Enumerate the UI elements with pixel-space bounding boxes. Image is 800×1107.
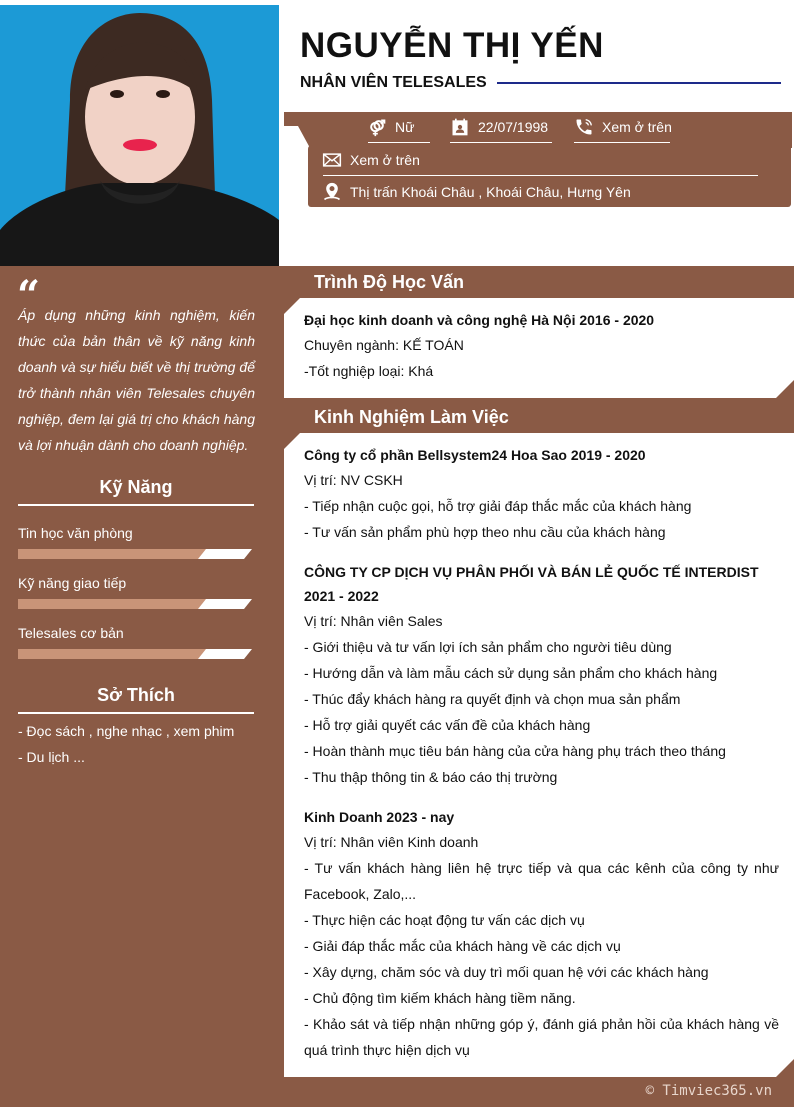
skill-bar-remaining — [198, 549, 252, 559]
calendar-icon — [450, 117, 470, 137]
job-duty: - Tiếp nhận cuộc gọi, hỗ trợ giải đáp thắc mắc của khách hàng — [304, 498, 692, 514]
gender-icon — [367, 117, 387, 137]
graduation-grade: -Tốt nghiệp loại: Khá — [304, 363, 434, 379]
birthday-underline — [450, 142, 552, 143]
hobbies-title: Sở Thích — [18, 685, 254, 714]
skill-bar — [18, 649, 252, 659]
job-duty: - Hoàn thành mục tiêu bán hàng của cửa hàng phụ trách theo tháng — [304, 743, 726, 759]
job-position: Vị trí: NV CSKH — [304, 472, 403, 488]
address-field: Thị trấn Khoái Châu , Khoái Châu, Hưng Yên — [322, 182, 631, 202]
quote-icon: “ — [17, 276, 41, 300]
gender-field: Nữ — [367, 117, 414, 137]
job-duty: - Thực hiện các hoạt động tư vấn các dịch vụ — [304, 912, 585, 928]
mail-icon — [322, 150, 342, 170]
job-duty: - Tư vấn khách hàng liên hệ trực tiếp và qua các kênh của công ty như Facebook, Zalo,... — [304, 860, 779, 902]
skill-label: Telesales cơ bản — [18, 625, 124, 641]
hobby-item: - Đọc sách , nghe nhạc , xem phim — [18, 723, 235, 739]
career-objective: Áp dụng những kinh nghiệm, kiến thức của bản thân về kỹ năng kinh doanh và sự hiểu biết về thị trường để trở thành nhân viên Telesales chuyên nghiệp, đem lại giá trị cho khách hàng và lợi nhuận dành cho doanh nghiệp. — [18, 307, 255, 453]
watermark: © Timviec365.vn — [645, 1083, 772, 1099]
candidate-name: NGUYỄN THỊ YẾN — [300, 26, 604, 65]
skill-bar-fill — [18, 649, 206, 659]
skill-bar-fill — [18, 599, 206, 609]
hobby-item: - Du lịch ... — [18, 749, 85, 765]
phone-underline — [574, 142, 670, 143]
gender-underline — [368, 142, 430, 143]
job-company: Công ty cổ phần Bellsystem24 Hoa Sao 2019 - 2020 — [304, 447, 646, 463]
location-pin-icon — [322, 182, 342, 202]
job-duty: - Xây dựng, chăm sóc và duy trì mối quan hệ với các khách hàng — [304, 964, 709, 980]
title-divider — [497, 82, 781, 84]
email-underline — [323, 175, 758, 176]
job-duty: - Hỗ trợ giải quyết các vấn đề của khách hàng — [304, 717, 591, 733]
skill-bar-remaining — [198, 599, 252, 609]
job-position: Vị trí: Nhân viên Sales — [304, 613, 443, 629]
skill-label: Kỹ năng giao tiếp — [18, 575, 127, 591]
education-title: Trình Độ Học Vấn — [314, 272, 465, 292]
skill-label: Tin học văn phòng — [18, 525, 133, 541]
job-company: CÔNG TY CP DỊCH VỤ PHÂN PHỐI VÀ BÁN LẺ QUỐC TẾ INTERDIST 2021 - 2022 — [304, 564, 759, 604]
job-duty: - Hướng dẫn và làm mẫu cách sử dụng sản phẩm cho khách hàng — [304, 665, 718, 681]
job-company: Kinh Doanh 2023 - nay — [304, 809, 455, 825]
job-duty: - Khảo sát và tiếp nhận những góp ý, đánh giá phản hồi của khách hàng về quá trình thực hiện dịch vụ — [304, 1016, 779, 1058]
phone-field: Xem ở trên — [574, 117, 672, 137]
job-title: NHÂN VIÊN TELESALES — [300, 74, 487, 91]
job-duty: - Giới thiệu và tư vấn lợi ích sản phẩm cho người tiêu dùng — [304, 639, 672, 655]
skill-bar-fill — [18, 549, 206, 559]
major: Chuyên ngành: KẾ TOÁN — [304, 337, 464, 353]
email-field: Xem ở trên — [322, 150, 420, 170]
skills-title: Kỹ Năng — [18, 477, 254, 506]
job-title-row — [300, 74, 781, 92]
skill-bar-remaining — [198, 649, 252, 659]
job-duty: - Chủ động tìm kiếm khách hàng tiềm năng. — [304, 990, 576, 1006]
skill-bar — [18, 549, 252, 559]
job-duty: - Thu thập thông tin & báo cáo thị trường — [304, 769, 558, 785]
job-duty: - Giải đáp thắc mắc của khách hàng về các dịch vụ — [304, 938, 621, 954]
experience-title: Kinh Nghiệm Làm Việc — [314, 407, 509, 427]
job-position: Vị trí: Nhân viên Kinh doanh — [304, 834, 479, 850]
school-name: Đại học kinh doanh và công nghệ Hà Nội 2016 - 2020 — [304, 312, 655, 328]
job-duty: - Thúc đẩy khách hàng ra quyết định và chọn mua sản phẩm — [304, 691, 681, 707]
skill-bar — [18, 599, 252, 609]
phone-icon — [574, 117, 594, 137]
birthday-field: 22/07/1998 — [450, 117, 548, 137]
job-duty: - Tư vấn sản phẩm phù hợp theo nhu cầu của khách hàng — [304, 524, 666, 540]
profile-photo — [0, 5, 279, 266]
